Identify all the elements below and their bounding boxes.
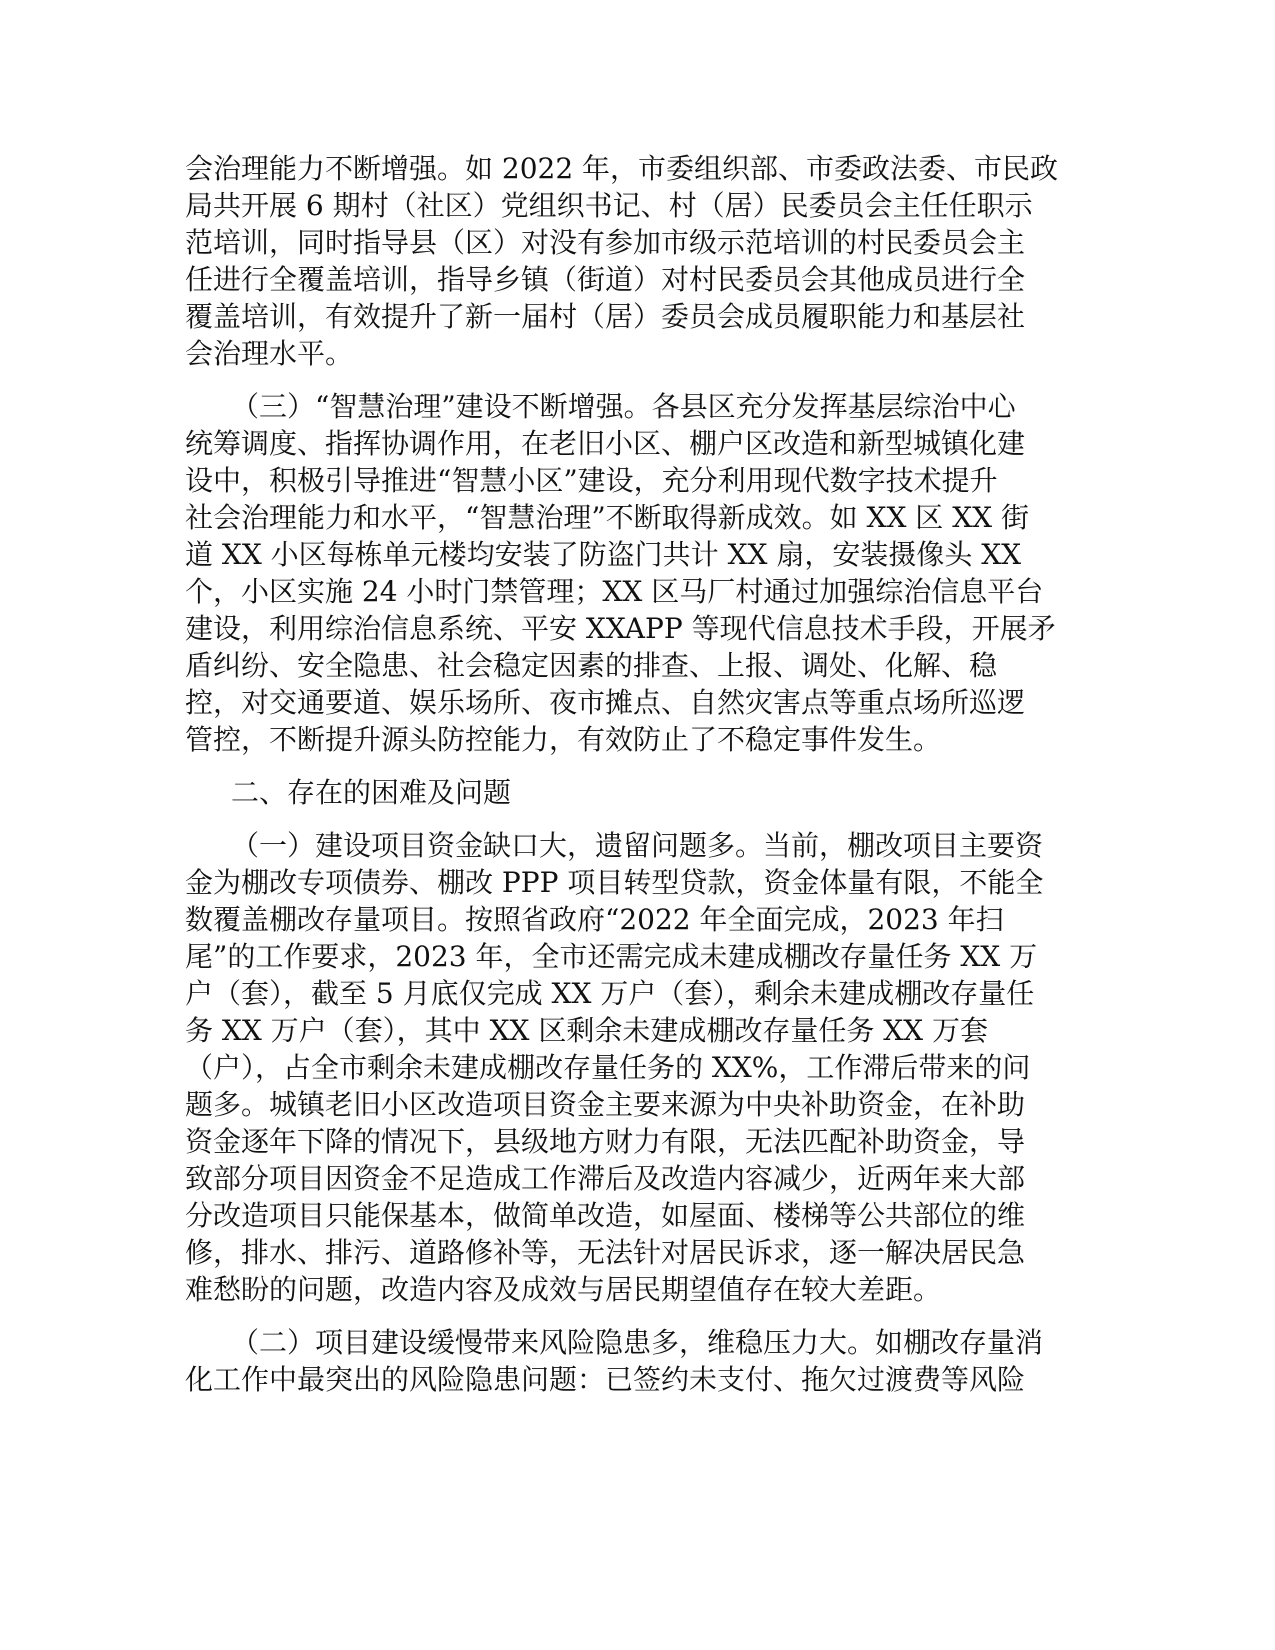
- text-line: （三）“智慧治理”建设不断增强。各县区充分发挥基层综治中心: [231, 390, 1016, 423]
- text-line: 修，排水、排污、道路修补等，无法针对居民诉求，逐一解决居民急: [185, 1236, 1026, 1269]
- text-line: （二）项目建设缓慢带来风险隐患多，维稳压力大。如棚改存量消: [231, 1326, 1044, 1359]
- text-line: 统筹调度、指挥协调作用，在老旧小区、棚户区改造和新型城镇化建: [185, 427, 1026, 460]
- text-line: 尾”的工作要求，2023 年，全市还需完成未建成棚改存量任务 XX 万: [185, 940, 1038, 973]
- text-line: 题多。城镇老旧小区改造项目资金主要来源为中央补助资金，在补助: [185, 1088, 1026, 1121]
- text-line: 局共开展 6 期村（社区）党组织书记、村（居）民委员会主任任职示: [185, 189, 1033, 222]
- text-line: 个，小区实施 24 小时门禁管理；XX 区马厂村通过加强综治信息平台: [185, 575, 1044, 608]
- paragraph-funding-gap: [185, 827, 1080, 1308]
- text-line: 设中，积极引导推进“智慧小区”建设，充分利用现代数字技术提升: [185, 464, 998, 497]
- paragraph-governance-training: [185, 150, 1080, 372]
- paragraph-smart-governance: [185, 388, 1080, 758]
- text-line: 盾纠纷、安全隐患、社会稳定因素的排查、上报、调处、化解、稳: [185, 649, 998, 682]
- heading-line: 二、存在的困难及问题: [231, 776, 512, 809]
- text-line: 金为棚改专项债券、棚改 PPP 项目转型贷款，资金体量有限，不能全: [185, 866, 1044, 899]
- text-line: 数覆盖棚改存量项目。按照省政府“2022 年全面完成，2023 年扫: [185, 903, 1004, 936]
- text-line: 会治理能力不断增强。如 2022 年，市委组织部、市委政法委、市民政: [185, 152, 1059, 185]
- text-line: 资金逐年下降的情况下，县级地方财力有限，无法匹配补助资金，导: [185, 1125, 1026, 1158]
- text-line: 化工作中最突出的风险隐患问题：已签约未支付、拖欠过渡费等风险: [185, 1363, 1026, 1396]
- text-line: 难愁盼的问题，改造内容及成效与居民期望值存在较大差距。: [185, 1273, 942, 1306]
- text-line: （户），占全市剩余未建成棚改存量任务的 XX%，工作滞后带来的问: [185, 1051, 1031, 1084]
- text-line: 控，对交通要道、娱乐场所、夜市摊点、自然灾害点等重点场所巡逻: [185, 686, 1026, 719]
- document-body: [185, 150, 1080, 1414]
- paragraph-risk-hazards: [185, 1324, 1080, 1398]
- text-line: 社会治理能力和水平，“智慧治理”不断取得新成效。如 XX 区 XX 街: [185, 501, 1029, 534]
- text-line: 务 XX 万户（套），其中 XX 区剩余未建成棚改存量任务 XX 万套: [185, 1014, 989, 1047]
- text-line: 致部分项目因资金不足造成工作滞后及改造内容减少，近两年来大部: [185, 1162, 1026, 1195]
- text-line: 覆盖培训，有效提升了新一届村（居）委员会成员履职能力和基层社: [185, 300, 1026, 333]
- text-line: 会治理水平。: [185, 337, 354, 370]
- text-line: 建设，利用综治信息系统、平安 XXAPP 等现代信息技术手段，开展矛: [185, 612, 1056, 645]
- text-line: 道 XX 小区每栋单元楼均安装了防盗门共计 XX 扇，安装摄像头 XX: [185, 538, 1022, 571]
- text-line: （一）建设项目资金缺口大，遗留问题多。当前，棚改项目主要资: [231, 829, 1044, 862]
- text-line: 户（套），截至 5 月底仅完成 XX 万户（套），剩余未建成棚改存量任: [185, 977, 1035, 1010]
- text-line: 范培训，同时指导县（区）对没有参加市级示范培训的村民委员会主: [185, 226, 1026, 259]
- text-line: 任进行全覆盖培训，指导乡镇（街道）对村民委员会其他成员进行全: [185, 263, 1026, 296]
- text-line: 管控，不断提升源头防控能力，有效防止了不稳定事件发生。: [185, 723, 942, 756]
- section-heading: [185, 774, 1080, 811]
- text-line: 分改造项目只能保基本，做简单改造，如屋面、楼梯等公共部位的维: [185, 1199, 1026, 1232]
